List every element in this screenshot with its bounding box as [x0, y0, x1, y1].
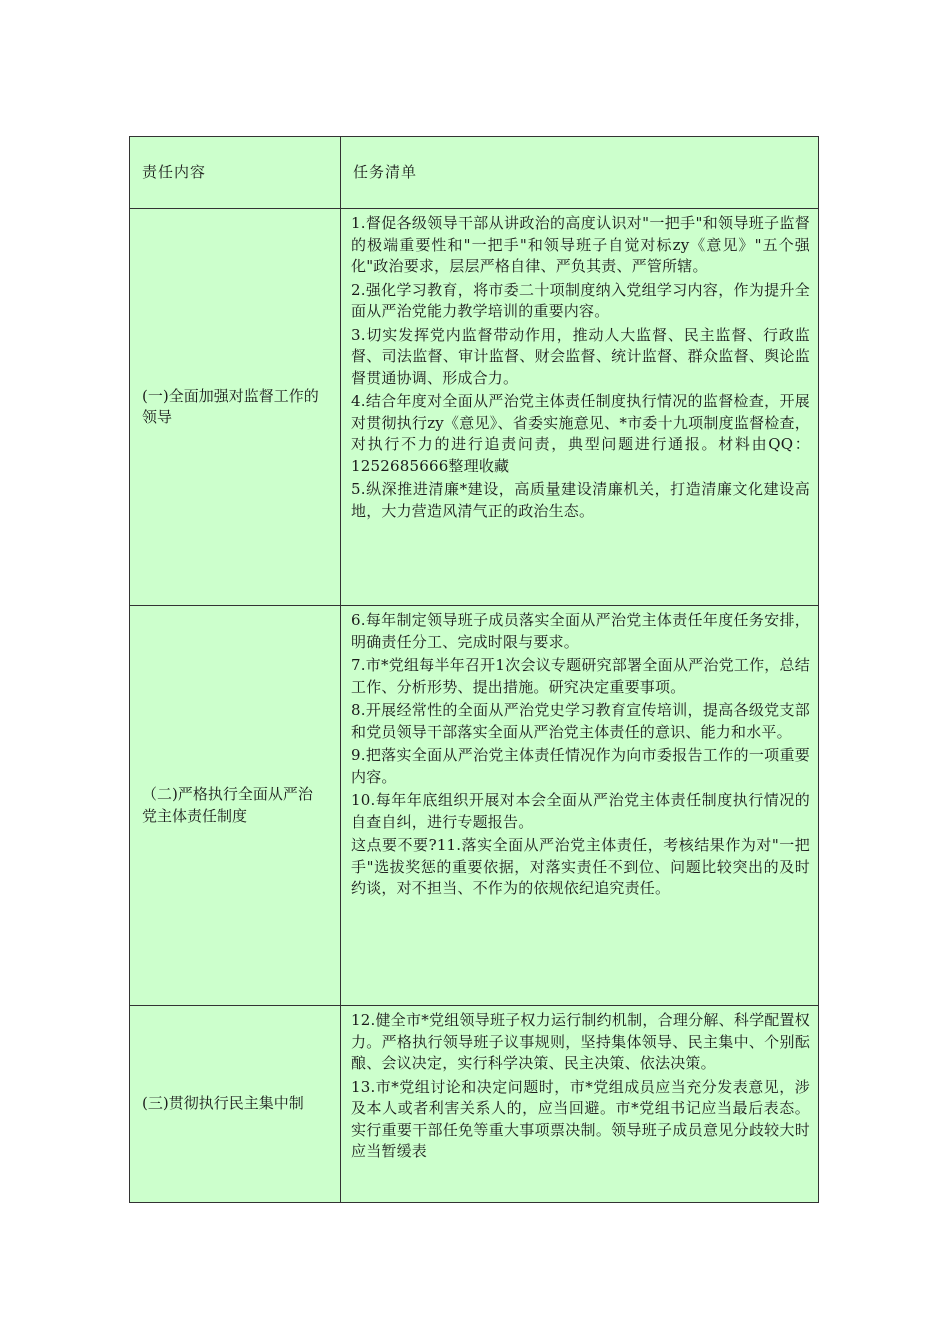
task-list-cell [341, 606, 819, 1006]
responsibility-text: （二)严格执行全面从严治党主体责任制度 [142, 785, 313, 825]
header-responsibility-label: 责任内容 [142, 162, 207, 181]
task-item: 12.健全市*党组领导班子权力运行制约机制，合理分解、科学配置权力。严格执行领导班子议事规则，坚持集体领导、民主集中、个别酝酿、会议决定，实行科学决策、民主决策、依法决策。 [351, 1011, 810, 1072]
task-list-cell [341, 209, 819, 606]
task-item: 2.强化学习教育，将市委二十项制度纳入党组学习内容，作为提升全面从严治党能力教学培训的重要内容。 [351, 280, 810, 320]
header-tasks-label: 任务清单 [353, 162, 418, 181]
task-item: 1.督促各级领导干部从讲政治的高度认识对"一把手"和领导班子监督的极端重要性和"一把手"和领导班子自觉对标zy《意见》"五个强化"政治要求，层层严格自律、严负其责、严管所辖。 [351, 214, 810, 275]
task-item: 这点要不要?11.落实全面从严治党主体责任，考核结果作为对"一把手"选拔奖惩的重要依据，对落实责任不到位、问题比较突出的及时约谈，对不担当、不作为的依规依纪追究责任。 [351, 836, 810, 897]
responsibility-cell [130, 606, 341, 1006]
task-item: 13.市*党组讨论和决定问题时，市*党组成员应当充分发表意见，涉及本人或者利害关系人的，应当回避。市*党组书记应当最后表态。实行重要干部任免等重大事项票决制。领导班子成员意见分歧较大时应当暂缓表 [351, 1077, 810, 1160]
table-row [130, 1006, 819, 1203]
table-header-row [130, 137, 819, 209]
task-item: 10.每年年底组织开展对本会全面从严治党主体责任制度执行情况的自查自纠，进行专题报告。 [351, 791, 810, 831]
task-item: 7.市*党组每半年召开1次会议专题研究部署全面从严治党工作，总结工作、分析形势、提出措施。研究决定重要事项。 [351, 656, 810, 696]
responsibility-task-table [129, 136, 819, 1203]
task-item: 6.每年制定领导班子成员落实全面从严治党主体责任年度任务安排，明确责任分工、完成时限与要求。 [351, 611, 810, 651]
task-item: 5.纵深推进清廉*建设，高质量建设清廉机关，打造清廉文化建设高地，大力营造风清气正的政治生态。 [351, 480, 810, 520]
task-item: 8.开展经常性的全面从严治党史学习教育宣传培训，提高各级党支部和党员领导干部落实全面从严治党主体责任的意识、能力和水平。 [351, 701, 810, 741]
header-responsibility [130, 137, 341, 209]
responsibility-cell [130, 209, 341, 606]
task-item: 4.结合年度对全面从严治党主体责任制度执行情况的监督检查，开展对贯彻执行zy《意见》、省委实施意见、*市委十九项制度监督检查，对执行不力的进行追责问责，典型问题进行通报。材料由QQ：1252685666整理收藏 [351, 392, 810, 475]
table-row [130, 606, 819, 1006]
responsibility-text: (三)贯彻执行民主集中制 [142, 1094, 304, 1113]
responsibility-text: (一)全面加强对监督工作的领导 [142, 386, 319, 426]
task-item: 3.切实发挥党内监督带动作用，推动人大监督、民主监督、行政监督、司法监督、审计监督、财会监督、统计监督、群众监督、舆论监督贯通协调、形成合力。 [351, 325, 810, 387]
table-row [130, 209, 819, 606]
task-item: 9.把落实全面从严治党主体责任情况作为向市委报告工作的一项重要内容。 [351, 746, 810, 786]
header-tasks [341, 137, 819, 209]
responsibility-cell [130, 1006, 341, 1203]
task-list-cell [341, 1006, 819, 1203]
